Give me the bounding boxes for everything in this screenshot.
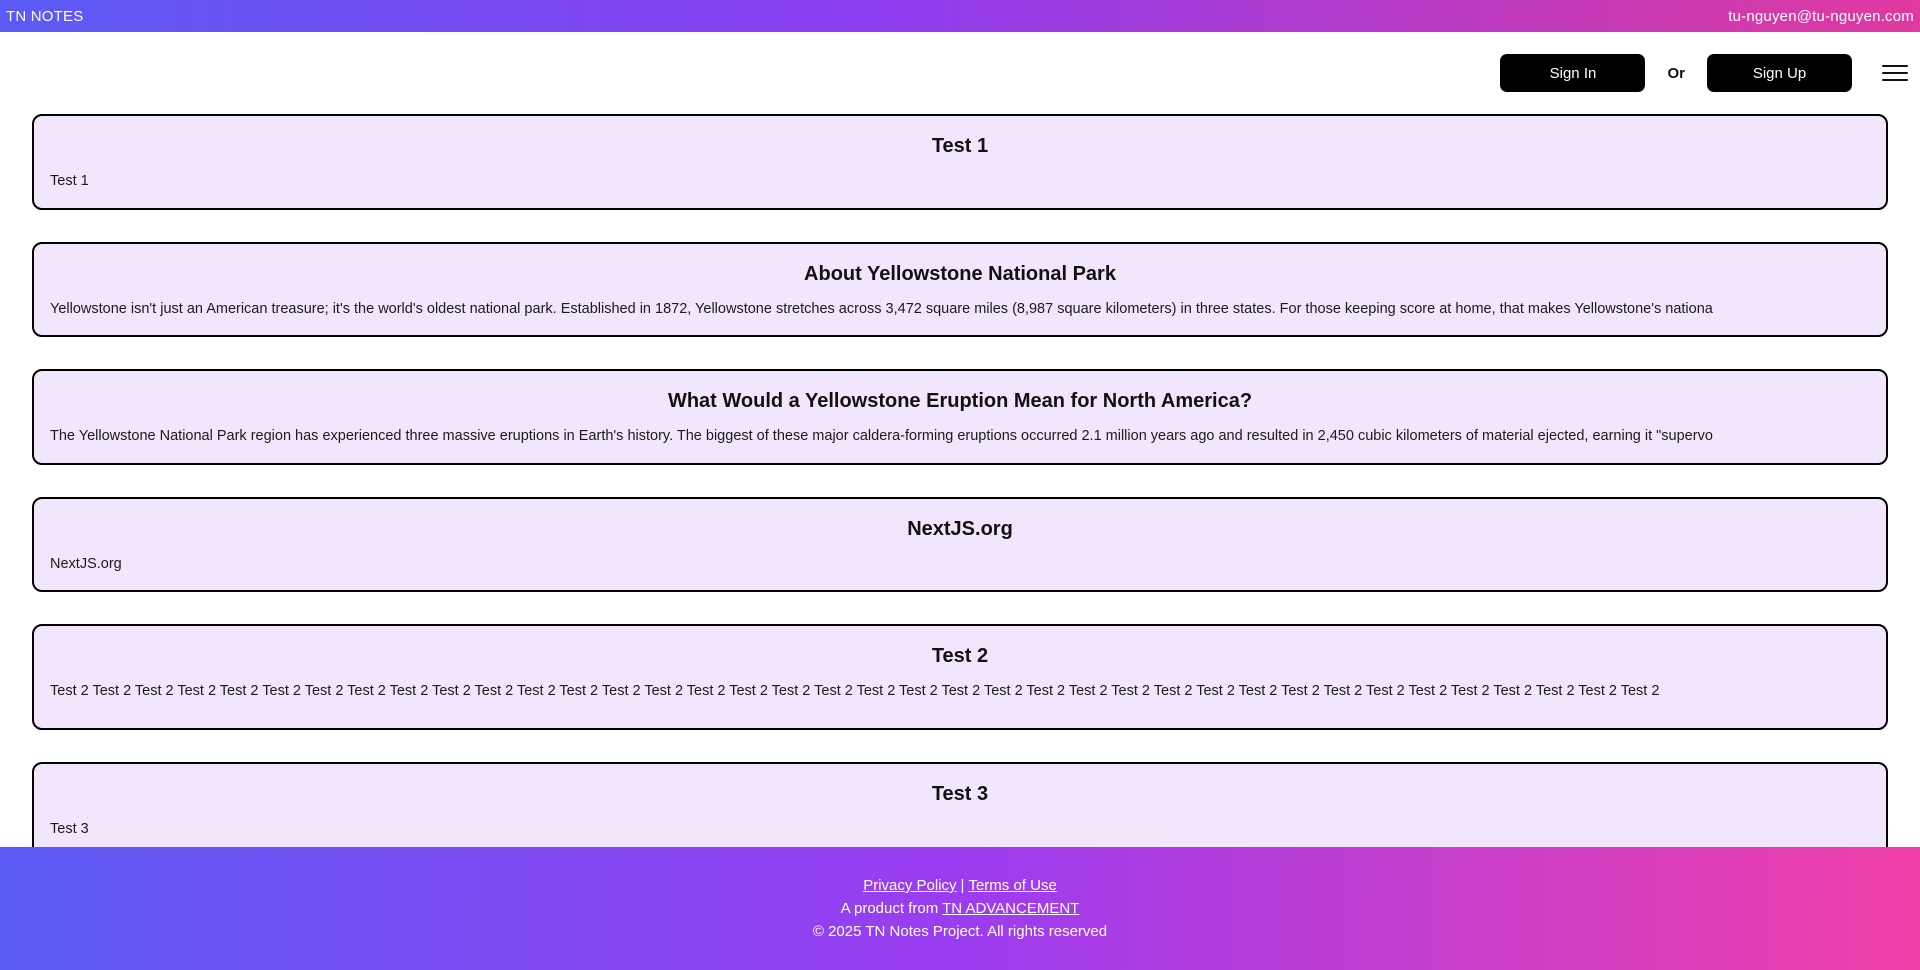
note-card[interactable] — [32, 762, 1888, 847]
hamburger-line — [1882, 65, 1908, 67]
footer-links — [863, 877, 1057, 894]
notes-list — [0, 114, 1920, 847]
auth-controls — [1500, 54, 1852, 92]
sign-in-button[interactable]: Sign In — [1500, 54, 1645, 92]
note-card[interactable] — [32, 242, 1888, 338]
note-body: Test 2 Test 2 Test 2 Test 2 Test 2 Test 2 Test 2 Test 2 Test 2 Test 2 Test 2 Test 2 Test 2 Test 2 Test 2 Test 2 Test 2 Test 2 Test 2 Test 2 Test 2 Test 2 Test 2 Test 2 Test 2 Test 2 Test 2 Test 2 Test 2 Test 2 Test 2 Test 2 Test 2 Test 2 Test 2 Test 2 Test 2 Test 2 — [50, 683, 1660, 700]
hamburger-line — [1882, 72, 1908, 74]
sign-up-button[interactable]: Sign Up — [1707, 54, 1852, 92]
note-card[interactable] — [32, 497, 1888, 593]
footer-product-line — [841, 900, 1080, 917]
header-bar — [0, 32, 1920, 114]
app-brand: TN NOTES — [6, 7, 84, 25]
note-title: What Would a Yellowstone Eruption Mean for North America? — [667, 390, 1253, 413]
user-email: tu-nguyen@tu-nguyen.com — [1728, 7, 1914, 25]
note-title: NextJS.org — [907, 517, 1013, 540]
note-body: Yellowstone isn't just an American treasure; it's the world's oldest national park. Established in 1872, Yellowstone stretches across 3,472 square miles (8,987 square kilometers) in three states. For those keeping score at home, that makes Yellowstone's nationa — [50, 300, 1713, 317]
footer-copyright: © 2025 TN Notes Project. All rights reserved — [812, 923, 1108, 940]
hamburger-menu-icon[interactable] — [1882, 62, 1908, 84]
footer-separator: | — [960, 877, 965, 894]
top-bar — [0, 0, 1920, 32]
note-title: Test 1 — [931, 135, 989, 157]
note-body: Test 3 — [50, 820, 89, 837]
note-title: Test 3 — [931, 782, 989, 805]
note-card[interactable] — [32, 114, 1888, 210]
note-title: About Yellowstone National Park — [804, 262, 1116, 285]
terms-of-use-link[interactable]: Terms of Use — [968, 877, 1057, 894]
note-card[interactable] — [32, 624, 1888, 730]
note-body: The Yellowstone National Park region has experienced three massive eruptions in Earth's history. The biggest of these major caldera-forming eruptions occurred 2.1 million years ago and resulted in 2,450 cubic kilometers of material ejected, earning it "supervo — [50, 428, 1713, 445]
privacy-policy-link[interactable]: Privacy Policy — [863, 877, 957, 894]
footer — [0, 847, 1920, 970]
hamburger-line — [1882, 79, 1908, 81]
note-card[interactable] — [32, 369, 1888, 465]
note-title: Test 2 — [931, 645, 989, 668]
tn-advancement-link[interactable]: TN ADVANCEMENT — [942, 900, 1080, 917]
footer-product-prefix: A product from — [840, 900, 943, 917]
note-body: NextJS.org — [50, 555, 122, 572]
or-label: Or — [1667, 64, 1685, 82]
note-body: Test 1 — [50, 173, 89, 189]
